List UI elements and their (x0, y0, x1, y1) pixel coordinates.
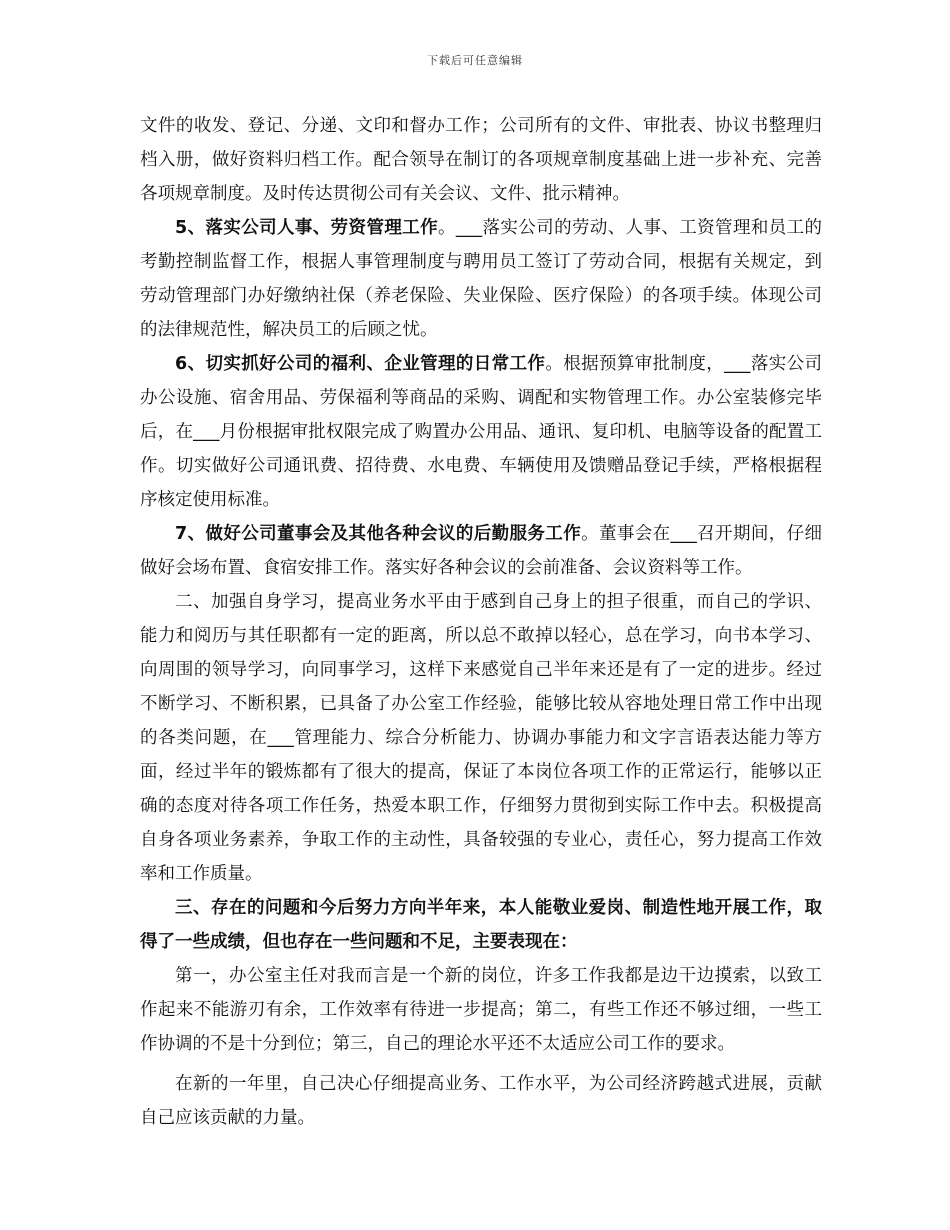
paragraph-personnel (140, 211, 822, 347)
paragraph-welfare (140, 347, 822, 517)
section-heading: 三、存在的问题和今后努力方向半年来，本人能敬业爱岗、制造性地开展工作，取得了一些成绩，但也存在一些问题和不足，主要表现在： (140, 898, 822, 952)
paragraph-text: 文件的收发、登记、分递、文印和督办工作；公司所有的文件、审批表、协议书整理归档入册，做好资料归档工作。配合领导在制订的各项规章制度基础上进一步补充、完善各项规章制度。及时传达贯彻公司有关会议、文件、批示精神。 (140, 116, 822, 204)
paragraph-text: 。___落实公司的劳动、人事、工资管理和员工的考勤控制监督工作，根据人事管理制度与聘用员工签订了劳动合同，根据有关规定，到劳动管理部门办好缴纳社保（养老保险、失业保险、医疗保险）的各项手续。体现公司的法律规范性，解决员工的后顾之忧。 (140, 218, 822, 340)
paragraph-new-year (140, 1067, 822, 1135)
paragraph-text: 。董事会在___召开期间，仔细做好会场布置、食宿安排工作。落实好各种会议的会前准备、会议资料等工作。 (140, 524, 822, 578)
document-body (140, 109, 822, 1135)
paragraph-self-study (140, 585, 822, 891)
paragraph-heading: 6、切实抓好公司的福利、企业管理的日常工作 (175, 354, 546, 374)
paragraph-text: 第一，办公室主任对我而言是一个新的岗位，许多工作我都是边干边摸索，以致工作起来不能游刃有余，工作效率有待进一步提高；第二，有些工作还不够过细，一些工作协调的不是十分到位；第三，自己的理论水平还不太适应公司工作的要求。 (140, 966, 822, 1054)
paragraph-filing-continued (140, 109, 822, 211)
page-header: 下载后可任意编辑 (427, 54, 523, 67)
paragraph-heading: 7、做好公司董事会及其他各种会议的后勤服务工作 (175, 524, 582, 544)
paragraph-text: 在新的一年里，自己决心仔细提高业务、工作水平，为公司经济跨越式进展，贡献自己应该贡献的力量。 (140, 1074, 822, 1128)
paragraph-board-meetings (140, 517, 822, 585)
paragraph-problems-list (140, 959, 822, 1061)
paragraph-text: 。根据预算审批制度，___落实公司办公设施、宿舍用品、劳保福利等商品的采购、调配和实物管理工作。办公室装修完毕后，在___月份根据审批权限完成了购置办公用品、通讯、复印机、电脑等设备的配置工作。切实做好公司通讯费、招待费、水电费、车辆使用及馈赠品登记手续，严格根据程序核定使用标准。 (140, 354, 822, 510)
paragraph-text: 二、加强自身学习，提高业务水平由于感到自己身上的担子很重，而自己的学识、能力和阅历与其任职都有一定的距离，所以总不敢掉以轻心，总在学习，向书本学习、向周围的领导学习，向同事学习，这样下来感觉自己半年来还是有了一定的进步。经过不断学习、不断积累，已具备了办公室工作经验，能够比较从容地处理日常工作中出现的各类问题，在___管理能力、综合分析能力、协调办事能力和文字言语表达能力等方面，经过半年的锻炼都有了很大的提高，保证了本岗位各项工作的正常运行，能够以正确的态度对待各项工作任务，热爱本职工作，仔细努力贯彻到实际工作中去。积极提高自身各项业务素养，争取工作的主动性，具备较强的专业心，责任心，努力提高工作效率和工作质量。 (140, 592, 822, 884)
paragraph-problems-heading (140, 891, 822, 959)
paragraph-heading: 5、落实公司人事、劳资管理工作 (175, 218, 438, 238)
